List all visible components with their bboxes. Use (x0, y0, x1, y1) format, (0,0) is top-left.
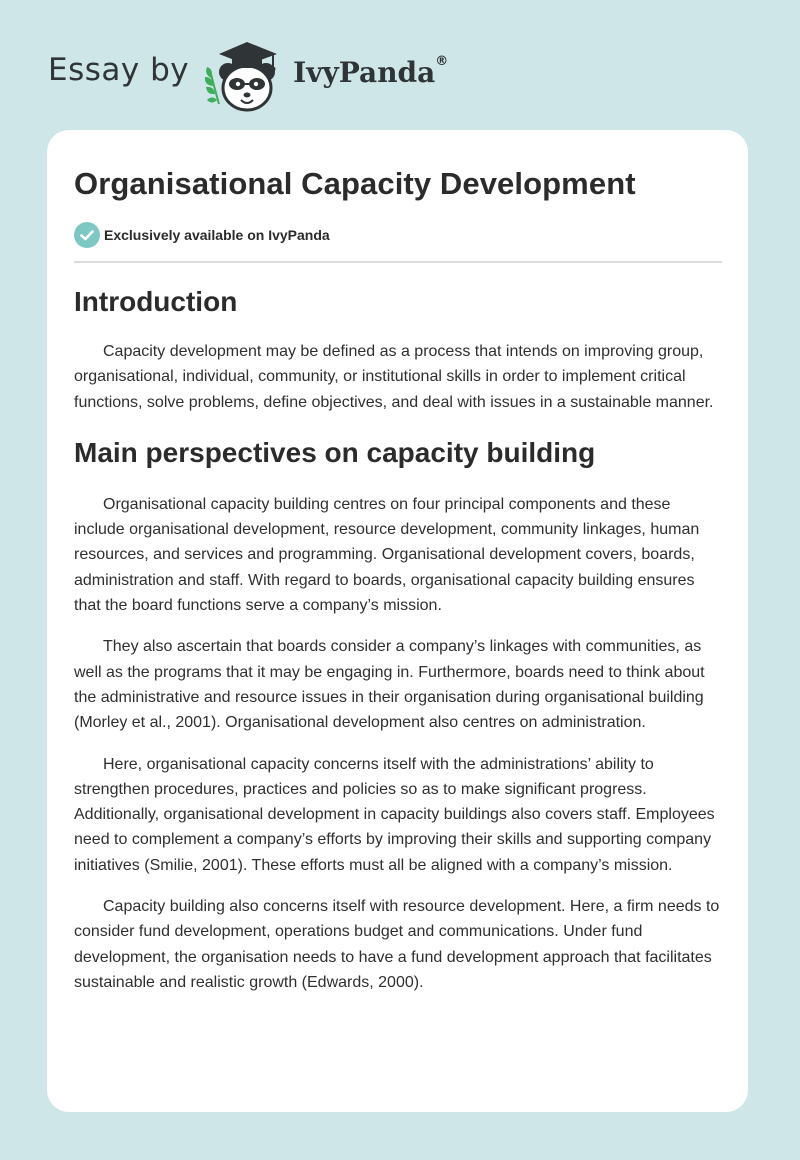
section-heading-introduction: Introduction (74, 286, 238, 317)
panda-graduate-logo-icon (201, 34, 293, 114)
badge-label: Exclusively available on IvyPanda (104, 227, 330, 243)
paragraph: Here, organisational capacity concerns itself with the administrations’ ability to strengthen procedures, practices and policies so as to make significant progress. Additionally, organisational development in capacity buildings also covers staff. Employees need to complement a company’s efforts by improving their skills and supporting company initiatives (Smilie, 2001). These efforts must all be aligned with a company’s mission. (74, 755, 715, 874)
brand-name (293, 56, 448, 89)
registered-mark: ® (435, 54, 449, 70)
check-circle-icon (74, 222, 100, 248)
section-heading-main-perspectives: Main perspectives on capacity building (74, 436, 596, 468)
brand-name-text: IvyPanda (293, 55, 436, 89)
paragraph: Organisational capacity building centres on four principal components and these include organisational development, resource development, community linkages, human resources, and services and programming. Organisational development covers, boards, administration and staff. With regard to boards, organisational capacity building ensures that the board functions serve a company’s mission. (74, 495, 700, 615)
essay-card (47, 130, 748, 1112)
paragraph: They also ascertain that boards consider a company’s linkages with communities, as well as the programs that it may be engaging in. Furthermore, boards need to think about the administrative and resource issues in their organisation during organisational building (Morley et al., 2001). Organisational development also centres on administration. (74, 638, 705, 732)
title-divider (74, 261, 722, 263)
essay-body (74, 285, 722, 1011)
page-title: Organisational Capacity Development (74, 166, 636, 201)
exclusive-badge (74, 222, 330, 248)
paragraph: Capacity building also concerns itself with resource development. Here, a firm needs to consider fund development, operations budget and communications. Under fund development, the organisation needs to have a fund development approach that facilitates sustainable and realistic growth (Edwards, 2000). (74, 898, 720, 991)
site-header-brand[interactable] (48, 34, 448, 114)
brand-prefix: Essay by (48, 52, 190, 88)
paragraph: Capacity development may be defined as a process that intends on improving group, organisational, individual, community, or institutional skills in order to implement critical functions, solve problems, define objectives, and deal with issues in a sustainable manner. (74, 343, 714, 411)
